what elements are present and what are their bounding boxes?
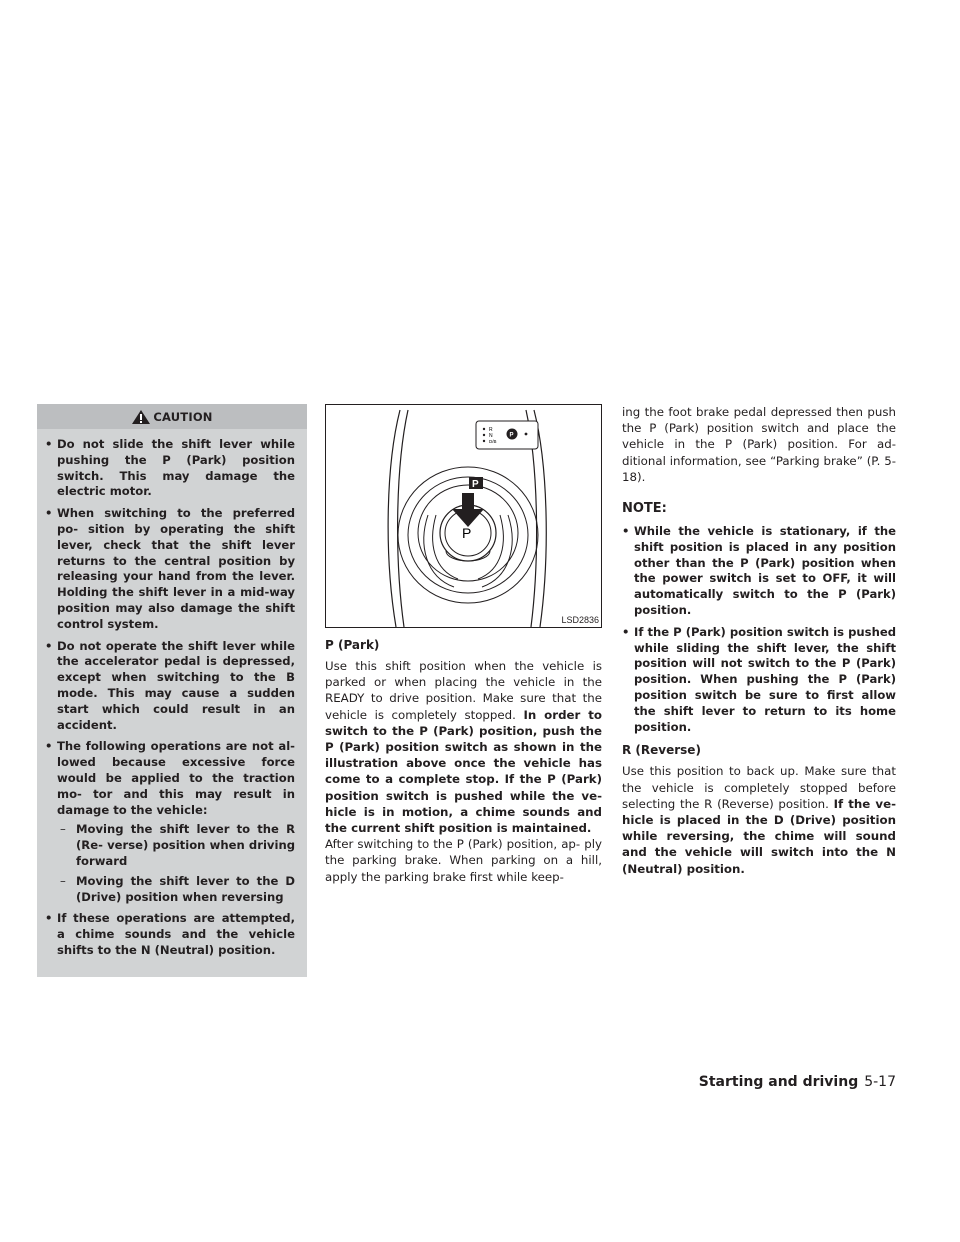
reverse-paragraph: Use this position to back up. Make sure that the vehicle is completely stopped before selecting the R (Reverse) position. If the ve- hicle is placed in the D (Drive) position while reversing, the chime will sound and the vehicle will switch into the N (Neutral) position. bbox=[622, 764, 896, 876]
reverse-heading: R (Reverse) bbox=[622, 743, 701, 758]
caution-subitem: – Moving the shift lever to the R (Re- verse) position when driving forward bbox=[60, 822, 295, 868]
shift-lever-drawing bbox=[326, 405, 601, 627]
caution-item: • Do not slide the shift lever while pushing the P (Park) position switch. This may damage the electric motor. bbox=[45, 437, 295, 499]
note-item: • If the P (Park) position switch is pushed while sliding the shift lever, the shift position will not switch to the P (Park) position. When pushing the P (Park) position switch be sure to first allow the shift lever to return to its home position. bbox=[622, 624, 896, 734]
indicator-n: N bbox=[489, 433, 493, 439]
note-column bbox=[622, 404, 896, 877]
park-paragraph: Use this shift position when the vehicle is parked or when placing the vehicle in the READY to drive position. Make sure that the vehicle is completely stopped. In order to switch to the P (Park) position, push the P (Park) position switch as shown in the illustration above once the vehicle has come to a complete stop. If the P (Park) position switch is pushed while the ve- hicle is in motion, a chime sounds and the current shift position is maintained. After switching to the P (Park) position, ap- ply the parking brake. When parking on a hill, apply the parking brake first while keep- bbox=[325, 659, 603, 884]
caution-list bbox=[37, 429, 307, 959]
park-continuation: ing the foot brake pedal depressed then push the P (Park) position switch and place the vehicle in the P (Park) position. For ad- ditional information, see “Parking brake” (P. 5-18). bbox=[622, 405, 896, 484]
indicator-p: P bbox=[509, 432, 514, 439]
note-item: • While the vehicle is stationary, if the shift position is placed in any position other than the P (Park) position when the power switch is set to OFF, it will automatically switch to the P (Park) position. bbox=[622, 524, 896, 617]
caution-header bbox=[37, 404, 307, 429]
park-tab-label: P bbox=[472, 479, 479, 490]
note-list bbox=[622, 524, 896, 735]
caution-subitem: – Moving the shift lever to the D (Drive) position when reversing bbox=[60, 873, 295, 904]
knob-p-label: P bbox=[462, 525, 472, 541]
caution-item: • Do not operate the shift lever while the accelerator pedal is depressed, except when switching to the B mode. This may cause a sudden start which could result in an accident. bbox=[45, 638, 295, 732]
caution-item: • If these operations are attempted, a chime sounds and the vehicle shifts to the N (Neutral) position. bbox=[45, 911, 295, 957]
caution-box bbox=[37, 404, 307, 977]
indicator-r: R bbox=[489, 427, 493, 433]
park-heading: P (Park) bbox=[325, 638, 380, 652]
park-column bbox=[325, 404, 602, 885]
figure-code: LSD2836 bbox=[561, 615, 599, 625]
caution-title: CAUTION bbox=[153, 409, 213, 424]
section-title: Starting and driving bbox=[698, 1074, 859, 1090]
page-footer bbox=[699, 1074, 896, 1090]
caution-item: • When switching to the preferred po- sition by operating the shift lever, check that the shift lever returns to the central position by releasing your hand from the lever. Holding the shift lever in a mid-way position may also damage the shift control system. bbox=[45, 506, 295, 631]
page-number: 5-17 bbox=[864, 1074, 896, 1090]
warning-icon bbox=[131, 409, 151, 425]
shift-lever-illustration bbox=[325, 404, 602, 628]
caution-column bbox=[37, 404, 307, 977]
caution-item: • The following operations are not al- lowed because excessive force would be applied to the traction mo- tor and this may result in damage to the vehicle: – Moving the shift lever to the R (Re- verse) position when driving forward – Moving the shift lever to the D (Drive) position when reversing bbox=[45, 739, 295, 904]
indicator-db: D/B bbox=[489, 439, 497, 444]
note-heading: NOTE: bbox=[622, 501, 667, 517]
caution-sublist bbox=[57, 818, 295, 905]
